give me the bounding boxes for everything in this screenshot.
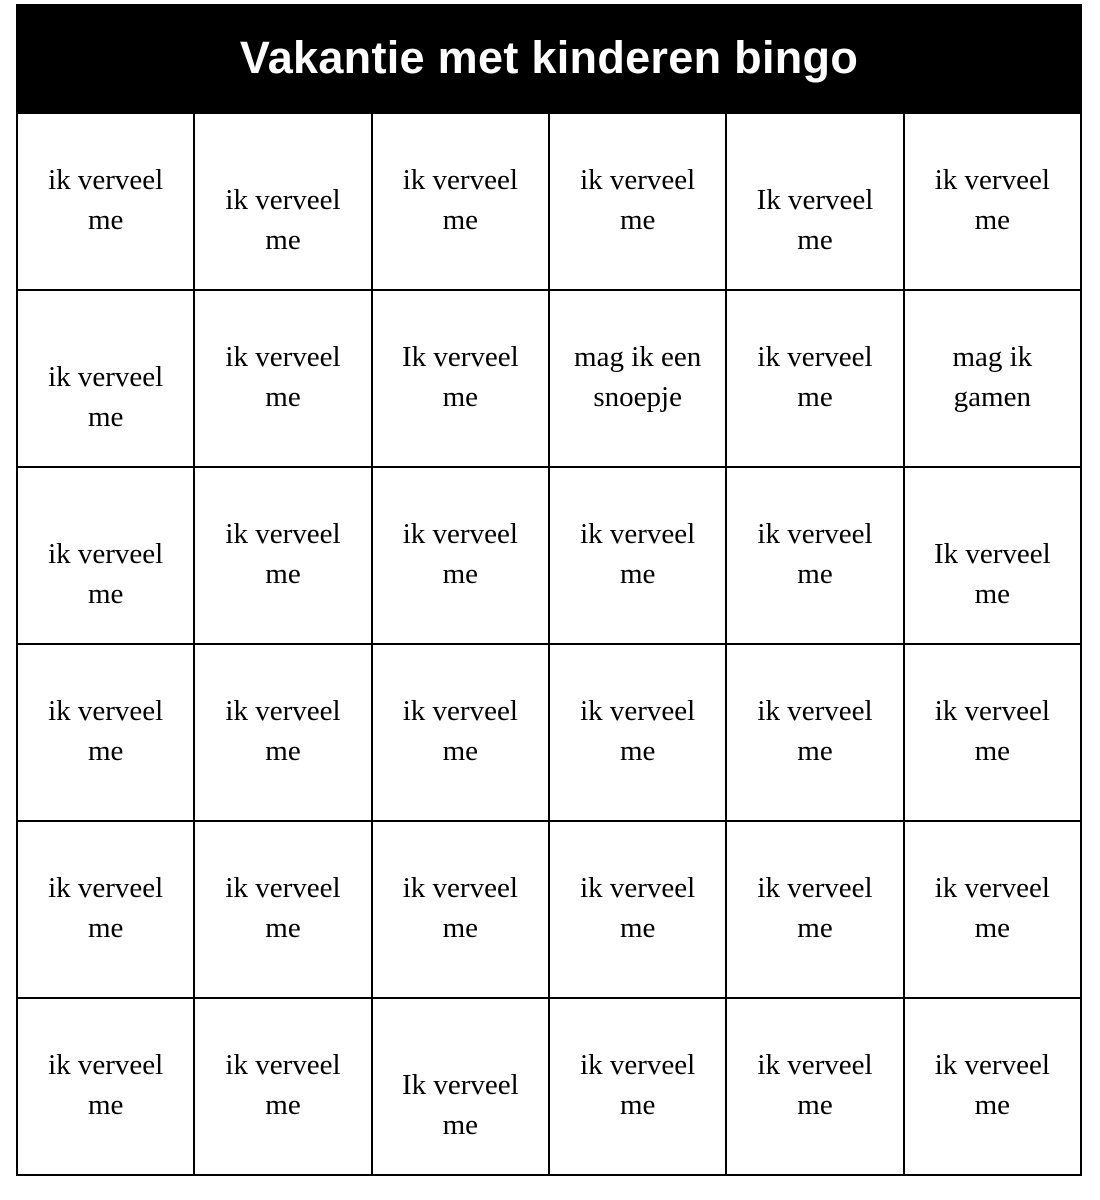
bingo-cell[interactable] (195, 114, 372, 291)
bingo-cell-text: mag ik gamen (952, 341, 1033, 413)
bingo-cell-text: ik verveel me (402, 164, 518, 236)
bingo-cell[interactable] (550, 999, 727, 1176)
bingo-cell-text: ik verveel me (580, 872, 696, 944)
bingo-cell-text: ik verveel me (757, 695, 873, 767)
bingo-cell[interactable] (373, 114, 550, 291)
bingo-cell[interactable] (373, 999, 550, 1176)
bingo-cell-text: Ik verveel me (401, 341, 519, 413)
bingo-cell-text: Ik verveel me (756, 184, 874, 256)
bingo-cell[interactable] (905, 291, 1082, 468)
bingo-cell-text: ik verveel me (757, 341, 873, 413)
bingo-cell-text: Ik verveel me (933, 538, 1051, 610)
bingo-cell[interactable] (18, 822, 195, 999)
bingo-cell[interactable] (727, 645, 904, 822)
bingo-cell-text: ik verveel me (934, 695, 1050, 767)
bingo-grid (16, 112, 1082, 1176)
bingo-card (16, 4, 1082, 1176)
bingo-cell[interactable] (18, 291, 195, 468)
bingo-cell[interactable] (18, 999, 195, 1176)
bingo-cell[interactable] (18, 645, 195, 822)
bingo-cell-text: ik verveel me (225, 695, 341, 767)
bingo-cell[interactable] (373, 645, 550, 822)
bingo-cell[interactable] (373, 822, 550, 999)
bingo-cell-text: ik verveel me (757, 1049, 873, 1121)
bingo-cell-text: ik verveel me (934, 1049, 1050, 1121)
bingo-cell[interactable] (550, 822, 727, 999)
bingo-cell-text: ik verveel me (48, 361, 164, 433)
bingo-cell-text: ik verveel me (48, 164, 164, 236)
bingo-cell-text: Ik verveel me (401, 1069, 519, 1141)
bingo-cell-text: mag ik een snoepje (574, 341, 702, 413)
bingo-cell[interactable] (727, 822, 904, 999)
bingo-cell-text: ik verveel me (402, 695, 518, 767)
bingo-cell[interactable] (195, 468, 372, 645)
bingo-cell-text: ik verveel me (402, 518, 518, 590)
bingo-cell[interactable] (727, 999, 904, 1176)
bingo-cell[interactable] (195, 999, 372, 1176)
bingo-cell[interactable] (195, 645, 372, 822)
bingo-cell[interactable] (195, 822, 372, 999)
bingo-cell-text: ik verveel me (402, 872, 518, 944)
bingo-cell[interactable] (18, 114, 195, 291)
bingo-cell-text: ik verveel me (225, 518, 341, 590)
bingo-cell-text: ik verveel me (225, 341, 341, 413)
bingo-cell[interactable] (550, 114, 727, 291)
bingo-cell[interactable] (550, 468, 727, 645)
bingo-cell-text: ik verveel me (934, 164, 1050, 236)
bingo-cell[interactable] (727, 468, 904, 645)
bingo-cell-text: ik verveel me (580, 518, 696, 590)
bingo-cell[interactable] (905, 645, 1082, 822)
bingo-cell-text: ik verveel me (48, 695, 164, 767)
bingo-cell-text: ik verveel me (48, 1049, 164, 1121)
bingo-cell[interactable] (550, 645, 727, 822)
bingo-cell-text: ik verveel me (757, 872, 873, 944)
bingo-cell-text: ik verveel me (225, 872, 341, 944)
bingo-cell[interactable] (18, 468, 195, 645)
bingo-cell[interactable] (727, 291, 904, 468)
bingo-cell[interactable] (905, 468, 1082, 645)
bingo-cell-text: ik verveel me (757, 518, 873, 590)
bingo-cell-text: ik verveel me (580, 164, 696, 236)
bingo-cell-text: ik verveel me (934, 872, 1050, 944)
bingo-cell[interactable] (905, 114, 1082, 291)
bingo-cell[interactable] (373, 468, 550, 645)
bingo-cell-text: ik verveel me (580, 695, 696, 767)
bingo-cell[interactable] (195, 291, 372, 468)
bingo-cell-text: ik verveel me (580, 1049, 696, 1121)
bingo-cell-text: ik verveel me (225, 1049, 341, 1121)
bingo-cell-text: ik verveel me (225, 184, 341, 256)
bingo-cell[interactable] (905, 999, 1082, 1176)
bingo-cell[interactable] (550, 291, 727, 468)
bingo-cell[interactable] (373, 291, 550, 468)
bingo-cell-text: ik verveel me (48, 872, 164, 944)
bingo-cell-text: ik verveel me (48, 538, 164, 610)
bingo-cell[interactable] (727, 114, 904, 291)
bingo-title: Vakantie met kinderen bingo (16, 4, 1082, 112)
bingo-cell[interactable] (905, 822, 1082, 999)
